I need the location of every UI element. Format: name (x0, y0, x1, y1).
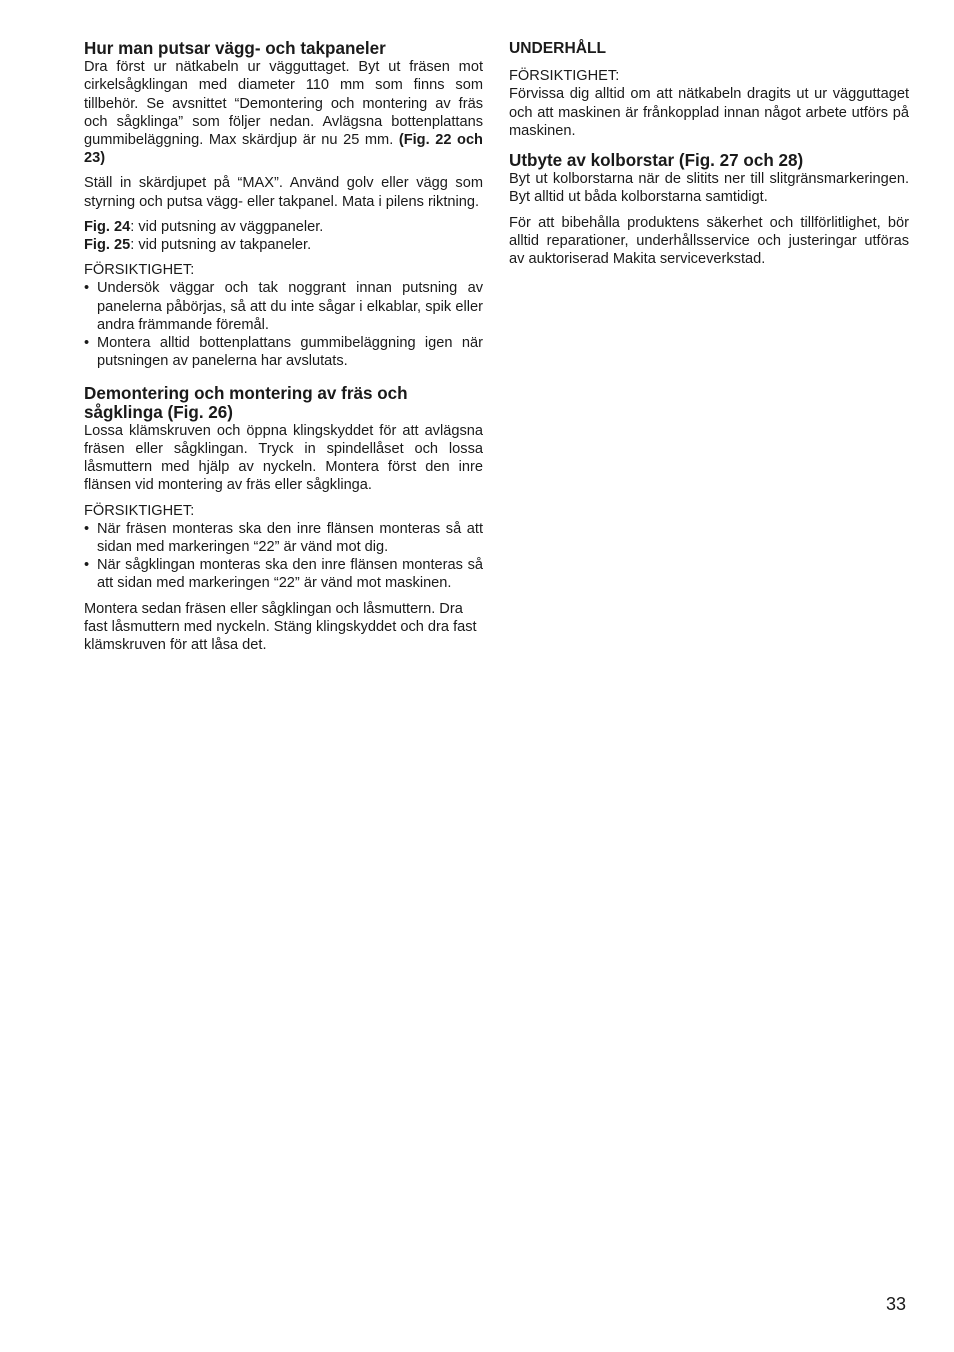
section-panel-trimming (84, 40, 483, 370)
left-column (84, 40, 483, 669)
list-item: • Montera alltid bottenplattans gummibeläggning igen när putsningen av panelerna har avslutats. (84, 334, 483, 370)
list-item: • När sågklingan monteras ska den inre flänsen monteras så att sidan med markeringen “22” är vänd mot maskinen. (84, 556, 483, 592)
caution-list (84, 279, 483, 370)
figure-reference: Fig. 25 (84, 237, 131, 254)
figure-text: : vid putsning av takpaneler. (130, 237, 312, 254)
paragraph: Förvissa dig alltid om att nätkabeln dragits ut ur vägguttaget och att maskinen är frånkopplad innan något arbete utförs på maskinen. (509, 86, 909, 139)
caution-label: FÖRSIKTIGHET: (84, 262, 195, 279)
figure-line (84, 236, 483, 254)
caution-label: FÖRSIKTIGHET: (84, 502, 195, 519)
paragraph: Lossa klämskruven och öppna klingskyddet för att avlägsna fräsen eller sågklingan. Tryck in spindellåset och lossa låsmuttern med hjälp av nyckeln. Montera först den inre flänsen vid montering av fräs eller sågklinga. (84, 422, 483, 494)
section-heading: Hur man putsar vägg- och takpaneler (84, 39, 386, 58)
paragraph: Ställ in skärdjupet på “MAX”. Använd golv eller vägg som styrning och putsa vägg- eller takpanel. Mata i pilens riktning. (84, 175, 483, 210)
figure-text: : vid putsning av väggpaneler. (130, 218, 324, 235)
caution-list (84, 520, 483, 593)
list-item: • Undersök väggar och tak noggrant innan putsning av panelerna påbörjas, så att du inte sågar i elkablar, spik eller andra främmande föremål. (84, 279, 483, 334)
figure-line (84, 218, 483, 236)
list-item: • När fräsen monteras ska den inre flänsen monteras så att sidan med markeringen “22” är vänd mot dig. (84, 520, 483, 556)
paragraph: Montera sedan fräsen eller sågklingan och låsmuttern. Dra fast låsmuttern med nyckeln. Stäng klingskyddet och dra fast klämskruven för att låsa det. (84, 600, 477, 654)
paragraph: För att bibehålla produktens säkerhet och tillförlitlighet, bör alltid reparationer, underhållsservice och justeringar utföras av auktoriserad Makita serviceverkstad. (509, 214, 909, 268)
right-column (509, 40, 909, 275)
figure-reference: (Fig. 22 och 23) (84, 132, 483, 167)
section-heading: Utbyte av kolborstar (Fig. 27 och 28) (509, 151, 804, 171)
figure-reference: Fig. 24 (84, 218, 131, 235)
paragraph (84, 58, 483, 167)
paragraph: Byt ut kolborstarna när de slitits ner till slitgränsmarkeringen. Byt alltid ut båda kolborstarna samtidigt. (509, 171, 909, 206)
paragraph-text: Dra först ur nätkabeln ur vägguttaget. Byt ut fräsen mot cirkelsågklingan med diameter 110 mm som finns som tillbehör. Se avsnittet “Demontering och montering av fräs och sågklinga” som följer nedan. Avlägsna bottenplattans gummibeläggning. Max skärdjup är nu 25 mm. (84, 59, 483, 149)
section-heading: Demontering och montering av fräs och sågklinga (Fig. 26) (84, 384, 408, 422)
page-number: 33 (886, 1294, 907, 1314)
caution-label: FÖRSIKTIGHET: (509, 68, 620, 85)
section-blade-mounting (84, 385, 483, 654)
maintenance-title: UNDERHÅLL (509, 40, 607, 57)
